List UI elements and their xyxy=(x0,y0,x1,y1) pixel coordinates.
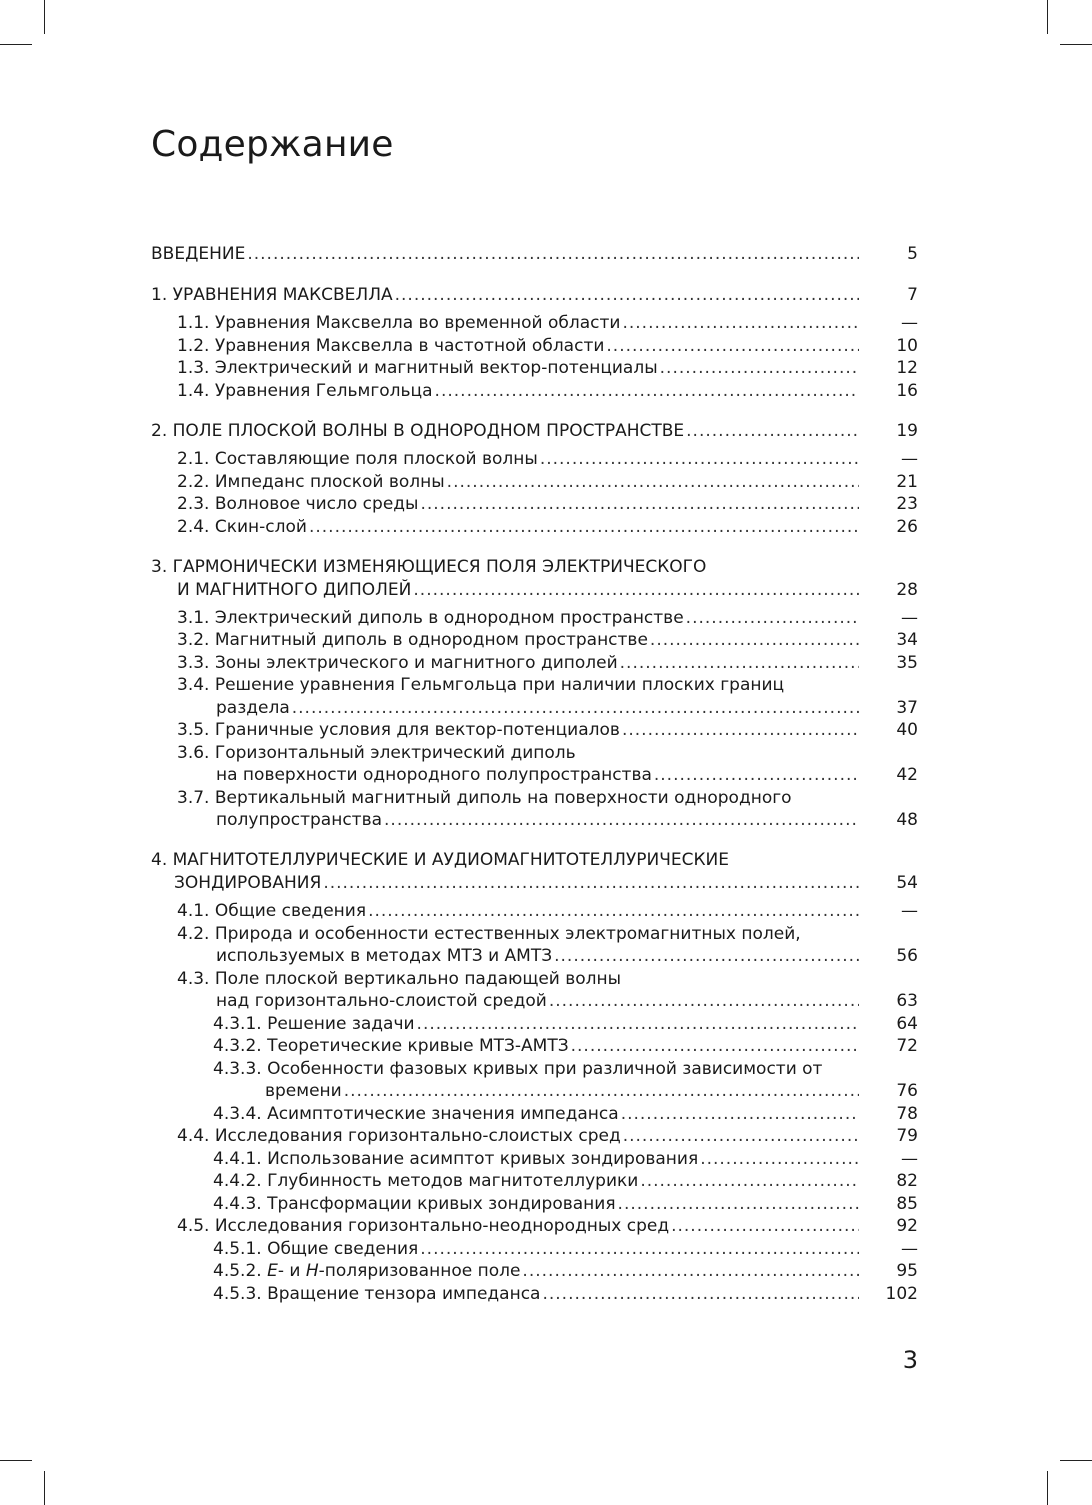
toc-page: 40 xyxy=(896,720,918,740)
toc-page: 35 xyxy=(896,653,918,673)
toc-entry[interactable]: 4.1. Общие сведения ..... xyxy=(177,900,859,922)
toc-page: 37 xyxy=(896,698,918,718)
toc-entry[interactable]: раздела ..... xyxy=(216,697,859,719)
toc-entry-line[interactable]: 4.3.3. Особенности фазовых кривых при различной зависимости от xyxy=(213,1059,823,1079)
toc-entry-line[interactable]: 3.6. Горизонтальный электрический диполь xyxy=(177,743,576,763)
toc-entry[interactable]: 4.4.2. Глубинность методов магнитотеллурики ..... xyxy=(213,1170,859,1192)
toc-page: — xyxy=(901,608,918,628)
toc-page: 76 xyxy=(896,1081,918,1101)
toc-entry[interactable]: 2.4. Скин-слой ..... xyxy=(177,516,859,538)
toc-page: 95 xyxy=(896,1261,918,1281)
toc-page: — xyxy=(901,313,918,333)
toc-page: 12 xyxy=(896,358,918,378)
toc-page: 79 xyxy=(896,1126,918,1146)
toc-entry[interactable]: И МАГНИТНОГО ДИПОЛЕЙ ..... xyxy=(177,579,859,601)
toc-page: 85 xyxy=(896,1194,918,1214)
toc-page: 102 xyxy=(885,1284,918,1304)
toc-page: 42 xyxy=(896,765,918,785)
toc-page: 23 xyxy=(896,494,918,514)
toc-page: 28 xyxy=(896,580,918,600)
toc-entry[interactable]: 3.3. Зоны электрического и магнитного диполей ..... xyxy=(177,652,859,674)
toc-entry-line[interactable]: 3.4. Решение уравнения Гельмгольца при наличии плоских границ xyxy=(177,675,785,695)
toc-page: 16 xyxy=(896,381,918,401)
toc-page: 48 xyxy=(896,810,918,830)
toc-entry[interactable]: 4.5.2. E- и H-поляризованное поле ..... xyxy=(213,1260,859,1282)
toc-page: 5 xyxy=(907,244,918,264)
toc-page: 26 xyxy=(896,517,918,537)
toc-page: 56 xyxy=(896,946,918,966)
toc-entry[interactable]: 1.4. Уравнения Гельмгольца ..... xyxy=(177,380,859,402)
toc-page: 63 xyxy=(896,991,918,1011)
toc-page: 10 xyxy=(896,336,918,356)
page-number: 3 xyxy=(902,1346,918,1374)
toc-entry[interactable]: 1.3. Электрический и магнитный вектор-потенциалы ..... xyxy=(177,357,859,379)
toc-entry[interactable]: 4.5.1. Общие сведения ..... xyxy=(213,1238,859,1260)
toc-page: — xyxy=(901,1149,918,1169)
toc-entry[interactable]: 2.3. Волновое число среды ..... xyxy=(177,493,859,515)
toc-entry[interactable]: 4.3.4. Асимптотические значения импеданса ..... xyxy=(213,1103,859,1125)
toc-entry[interactable]: 3.2. Магнитный диполь в однородном пространстве ..... xyxy=(177,629,859,651)
toc-page: 34 xyxy=(896,630,918,650)
toc-page: 19 xyxy=(896,421,918,441)
toc-entry[interactable]: над горизонтально-слоистой средой ..... xyxy=(216,990,859,1012)
toc-entry[interactable]: 4.4.1. Использование асимптот кривых зондирования ..... xyxy=(213,1148,859,1170)
toc-entry[interactable]: 1.1. Уравнения Максвелла во временной области ..... xyxy=(177,312,859,334)
page-title: Содержание xyxy=(151,124,394,165)
toc-page: 78 xyxy=(896,1104,918,1124)
toc-entry-line[interactable]: 4. МАГНИТОТЕЛЛУРИЧЕСКИЕ И АУДИОМАГНИТОТЕЛЛУРИЧЕСКИЕ xyxy=(151,850,729,870)
toc-entry-line[interactable]: 4.3. Поле плоской вертикально падающей волны xyxy=(177,969,622,989)
toc-page: 7 xyxy=(907,285,918,305)
toc-entry[interactable]: 4.4. Исследования горизонтально-слоистых сред ..... xyxy=(177,1125,859,1147)
toc-entry[interactable]: ЗОНДИРОВАНИЯ ..... xyxy=(174,872,859,894)
toc-entry[interactable]: 3.1. Электрический диполь в однородном пространстве ..... xyxy=(177,607,859,629)
toc-entry[interactable]: 4.5.3. Вращение тензора импеданса ..... xyxy=(213,1283,859,1305)
toc-entry[interactable]: полупространства ..... xyxy=(216,809,859,831)
toc-entry[interactable]: 2.2. Импеданс плоской волны ..... xyxy=(177,471,859,493)
toc-entry-line[interactable]: 3. ГАРМОНИЧЕСКИ ИЗМЕНЯЮЩИЕСЯ ПОЛЯ ЭЛЕКТРИЧЕСКОГО xyxy=(151,557,707,577)
toc-entry[interactable]: 1. УРАВНЕНИЯ МАКСВЕЛЛА ..... xyxy=(151,284,859,306)
toc-entry[interactable]: 2.1. Составляющие поля плоской волны ..... xyxy=(177,448,859,470)
toc-page: 64 xyxy=(896,1014,918,1034)
toc-entry[interactable]: 1.2. Уравнения Максвелла в частотной области ..... xyxy=(177,335,859,357)
toc-page: — xyxy=(901,1239,918,1259)
toc-entry[interactable]: ВВЕДЕНИЕ ..... xyxy=(151,243,859,265)
toc-entry[interactable]: 4.5. Исследования горизонтально-неоднородных сред ..... xyxy=(177,1215,859,1237)
toc-entry[interactable]: 3.5. Граничные условия для вектор-потенциалов ..... xyxy=(177,719,859,741)
toc-page: 54 xyxy=(896,873,918,893)
toc-page: — xyxy=(901,449,918,469)
toc-entry-line[interactable]: 4.2. Природа и особенности естественных электромагнитных полей, xyxy=(177,924,801,944)
toc-entry[interactable]: 4.3.2. Теоретические кривые МТЗ-АМТЗ ..... xyxy=(213,1035,859,1057)
toc-entry[interactable]: 4.3.1. Решение задачи ..... xyxy=(213,1013,859,1035)
toc-page: 21 xyxy=(896,472,918,492)
toc-entry[interactable]: времени ..... xyxy=(265,1080,859,1102)
toc-entry[interactable]: используемых в методах МТЗ и АМТЗ ..... xyxy=(216,945,859,967)
toc-entry[interactable]: 2. ПОЛЕ ПЛОСКОЙ ВОЛНЫ В ОДНОРОДНОМ ПРОСТРАНСТВЕ ..... xyxy=(151,420,859,442)
toc-page: 92 xyxy=(896,1216,918,1236)
toc-entry[interactable]: на поверхности однородного полупространства ..... xyxy=(216,764,859,786)
toc-entry-line[interactable]: 3.7. Вертикальный магнитный диполь на поверхности однородного xyxy=(177,788,792,808)
toc-page: 72 xyxy=(896,1036,918,1056)
toc-entry[interactable]: 4.4.3. Трансформации кривых зондирования ..... xyxy=(213,1193,859,1215)
toc-page: — xyxy=(901,901,918,921)
toc-page: 82 xyxy=(896,1171,918,1191)
